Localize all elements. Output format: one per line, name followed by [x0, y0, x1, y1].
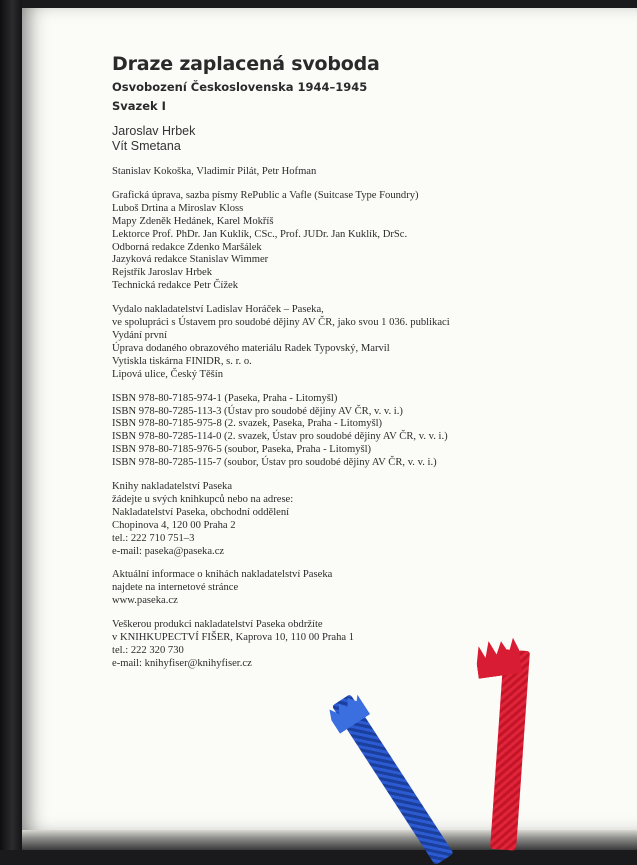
isbn-line: ISBN 978-80-7185-976-5 (soubor, Paseka, Praha - Litomyšl): [112, 444, 372, 456]
credit-line: Jazyková redakce Stanislav Wimmer: [112, 254, 269, 266]
isbn-line: ISBN 978-80-7285-115-7 (soubor, Ústav pro soudobé dějiny AV ČR, v. v. i.): [112, 457, 437, 469]
order-line: Nakladatelství Paseka, obchodní oddělení: [112, 506, 290, 518]
publisher-line: Lipová ulice, Český Těšín: [112, 368, 224, 380]
credit-line: Rejstřík Jaroslav Hrbek: [112, 267, 213, 279]
publisher-line: Vydalo nakladatelství Ladislav Horáček – Paseka,: [112, 304, 324, 316]
order-email: e-mail: paseka@paseka.cz: [112, 545, 225, 557]
book-title: Draze zaplacená svoboda: [112, 53, 380, 75]
publisher-block: [112, 304, 532, 381]
isbn-line: ISBN 978-80-7185-975-8 (2. svazek, Paseka, Praha - Litomyšl): [112, 418, 383, 430]
order-line: Knihy nakladatelství Paseka: [112, 481, 233, 493]
credit-line: Grafická úprava, sazba písmy RePublic a Vafle (Suitcase Type Foundry): [112, 189, 419, 201]
info-line: najdete na internetové stránce: [112, 582, 239, 594]
credit-line: Luboš Drtina a Miroslav Kloss: [112, 202, 244, 214]
distribution-line: Veškerou produkci nakladatelství Paseka obdržíte: [112, 619, 323, 631]
coauthors-line: Stanislav Kokoška, Vladimír Pilát, Petr Hofman: [112, 166, 317, 177]
book-subtitle: Osvobození Československa 1944–1945: [112, 80, 368, 94]
publisher-line: Vydání první: [112, 329, 168, 341]
distribution-block: [112, 619, 532, 671]
distribution-line: tel.: 222 320 730: [112, 645, 184, 656]
publisher-line: Vytiskla tiskárna FINIDR, s. r. o.: [112, 355, 252, 367]
info-block: [112, 569, 532, 608]
order-line: Chopinova 4, 120 00 Praha 2: [112, 519, 236, 531]
credit-line: Technická redakce Petr Čížek: [112, 280, 239, 292]
order-line: žádejte u svých knihkupců nebo na adrese:: [112, 493, 294, 505]
book-volume: Svazek I: [112, 99, 166, 113]
credits-block: [112, 190, 532, 293]
order-line: tel.: 222 710 751–3: [112, 532, 195, 544]
book-spine-shadow: [0, 0, 22, 850]
author-name: Jaroslav Hrbek: [112, 124, 196, 138]
isbn-line: ISBN 978-80-7185-974-1 (Paseka, Praha - Litomyšl): [112, 392, 338, 404]
isbn-block: [112, 393, 532, 470]
authors-block: [112, 124, 532, 154]
distribution-email: e-mail: knihyfiser@knihyfiser.cz: [112, 657, 252, 669]
info-line: Aktuální informace o knihách nakladatelství Paseka: [112, 569, 333, 581]
order-block: [112, 481, 532, 558]
imprint-page-content: [112, 52, 532, 671]
isbn-line: ISBN 978-80-7285-113-3 (Ústav pro soudobé dějiny AV ČR, v. v. i.): [112, 405, 403, 417]
isbn-line: ISBN 978-80-7285-114-0 (2. svazek, Ústav pro soudobé dějiny AV ČR, v. v. i.): [112, 431, 448, 443]
distribution-line: v KNIHKUPECTVÍ FIŠER, Kaprova 10, 110 00 Praha 1: [112, 632, 355, 644]
info-website: www.paseka.cz: [112, 595, 178, 607]
publisher-line: ve spolupráci s Ústavem pro soudobé dějiny AV ČR, jako svou 1 036. publikaci: [112, 317, 450, 329]
publisher-line: Úprava dodaného obrazového materiálu Radek Typovský, Marvil: [112, 342, 390, 354]
credit-line: Lektorce Prof. PhDr. Jan Kuklík, CSc., Prof. JUDr. Jan Kuklík, DrSc.: [112, 228, 408, 240]
author-name: Vít Smetana: [112, 139, 181, 153]
page-bottom-edge: [22, 830, 637, 850]
credit-line: Odborná redakce Zdenko Maršálek: [112, 241, 262, 253]
credit-line: Mapy Zdeněk Hedánek, Karel Mokříš: [112, 215, 274, 227]
